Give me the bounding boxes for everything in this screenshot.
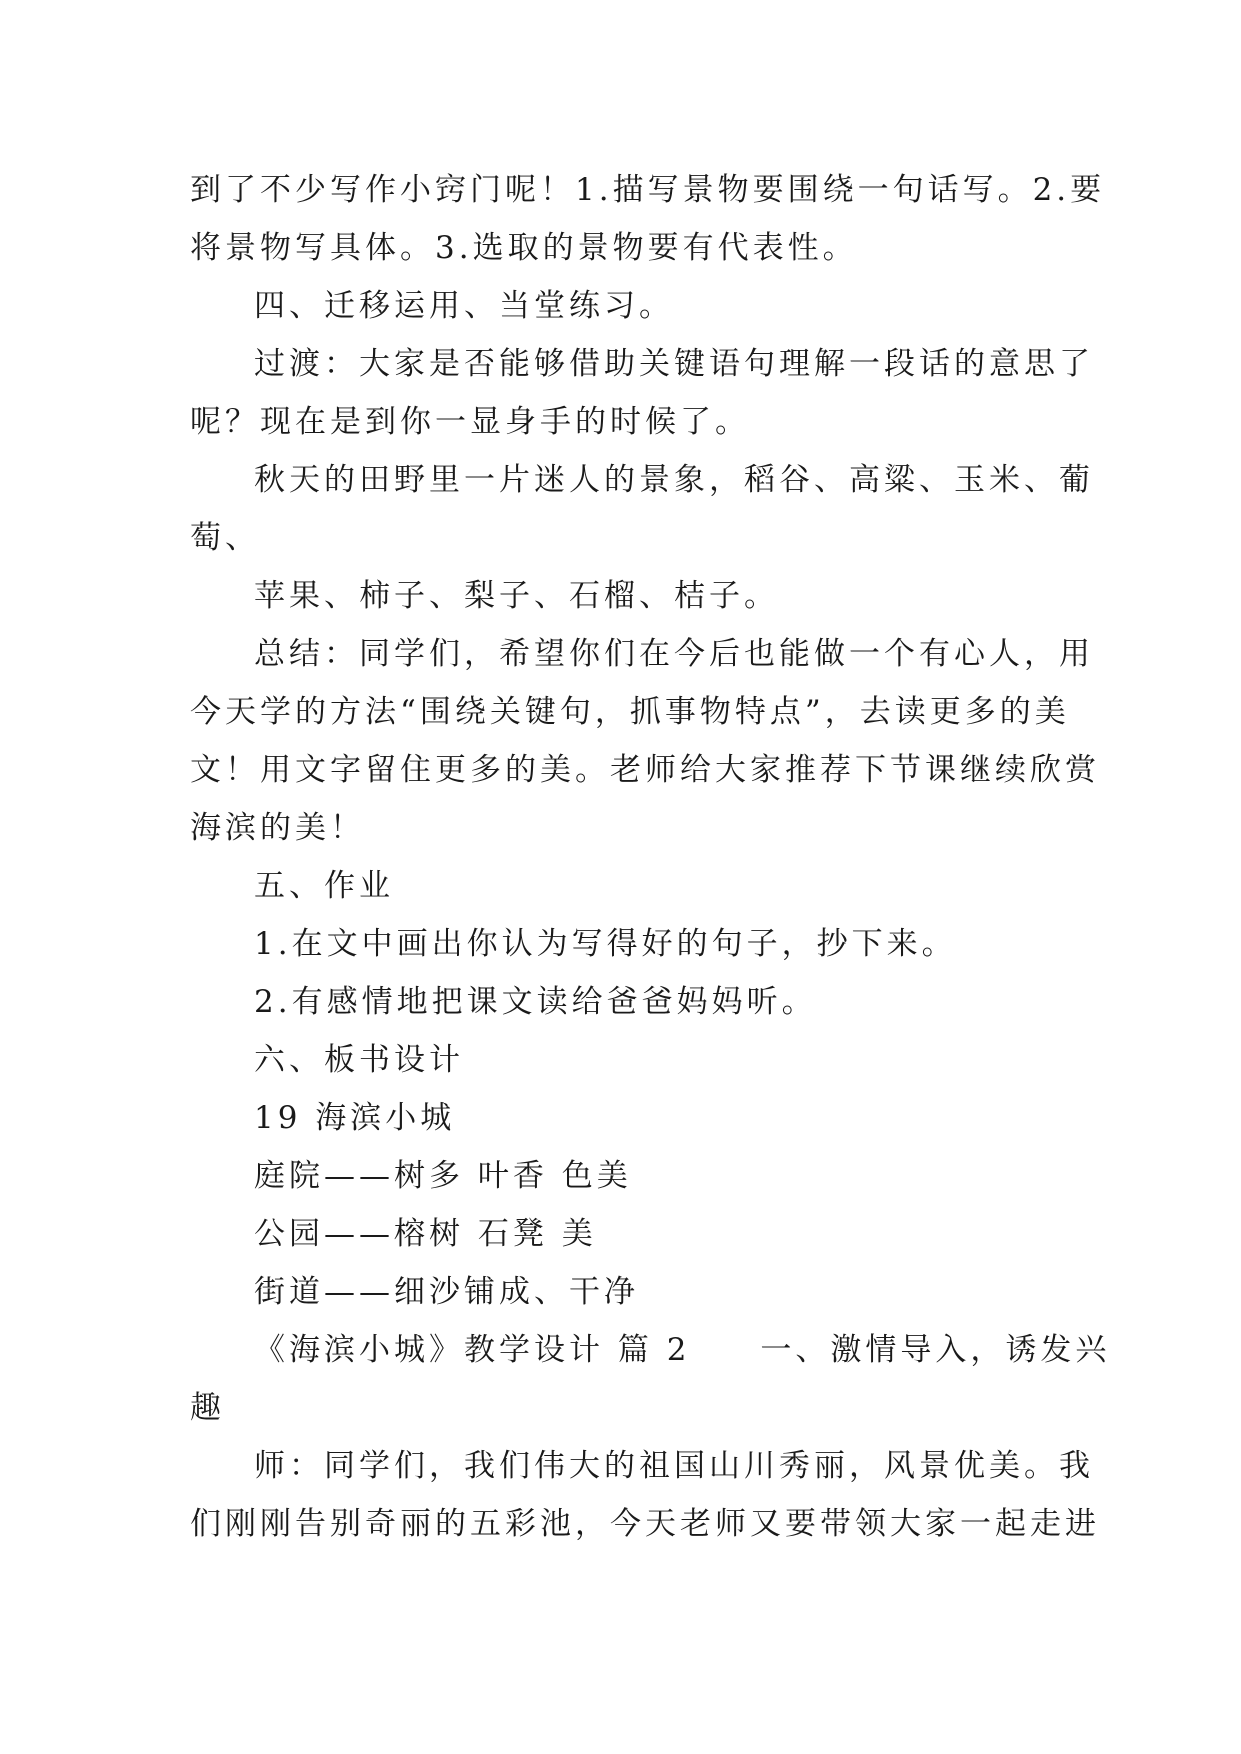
text-line: 苹果、柿子、梨子、石榴、桔子。 [254, 578, 779, 614]
section-heading: 六、板书设计 [254, 1042, 464, 1078]
section-heading: 四、迁移运用、当堂练习。 [254, 288, 674, 324]
text-line: 秋天的田野里一片迷人的景象，稻谷、高粱、玉米、葡 [254, 462, 1094, 498]
homework-item: 2.有感情地把课文读给爸爸妈妈听。 [254, 984, 817, 1020]
text-line: 《海滨小城》教学设计 篇 2 一、激情导入，诱发兴 [254, 1332, 1111, 1368]
text-line: 过渡：大家是否能够借助关键语句理解一段话的意思了 [254, 346, 1094, 382]
board-item: 庭院——树多 叶香 色美 [254, 1158, 632, 1194]
homework-item: 1.在文中画出你认为写得好的句子，抄下来。 [254, 926, 957, 962]
text-line: 文！用文字留住更多的美。老师给大家推荐下节课继续欣赏 [190, 752, 1100, 788]
text-line: 到了不少写作小窍门呢！1.描写景物要围绕一句话写。2.要 [190, 172, 1106, 208]
section-heading: 五、作业 [254, 868, 394, 904]
text-line: 师：同学们，我们伟大的祖国山川秀丽，风景优美。我 [254, 1448, 1094, 1484]
text-line: 将景物写具体。3.选取的景物要有代表性。 [190, 230, 858, 266]
text-line: 总结：同学们，希望你们在今后也能做一个有心人，用 [254, 636, 1094, 672]
text-line: 们刚刚告别奇丽的五彩池，今天老师又要带领大家一起走进 [190, 1506, 1100, 1542]
board-item: 街道——细沙铺成、干净 [254, 1274, 639, 1310]
text-line: 海滨的美！ [190, 810, 365, 846]
text-line: 萄、 [190, 520, 260, 556]
text-line: 今天学的方法“围绕关键句，抓事物特点”，去读更多的美 [190, 694, 1070, 730]
board-title: 19 海滨小城 [254, 1100, 456, 1136]
board-item: 公园——榕树 石凳 美 [254, 1216, 597, 1252]
document-body [190, 161, 1111, 1553]
text-line: 趣 [190, 1390, 225, 1426]
text-line: 呢？现在是到你一显身手的时候了。 [190, 404, 750, 440]
